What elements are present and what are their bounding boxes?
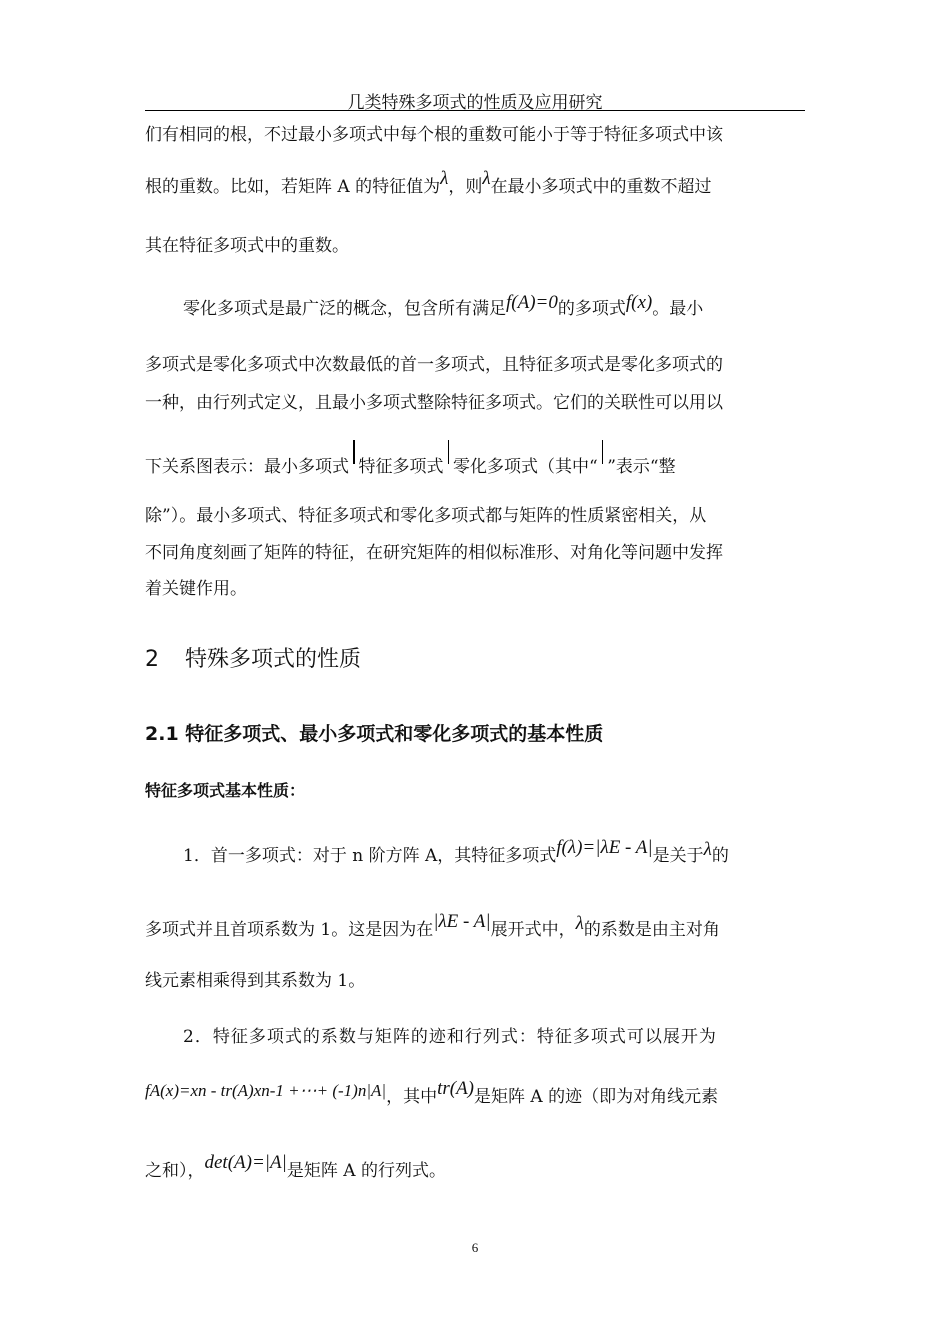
math-trace: tr(A) [437,1078,475,1099]
text: 特征多项式 [358,457,444,477]
divides-bar [353,440,355,464]
text: ，则 [448,177,483,197]
para1-line1: 们有相同的根，不过最小多项式中每个根的重数可能小于等于特征多项式中该 [145,125,723,145]
text: 零化多项式是最广泛的概念，包含所有满足 [183,299,506,319]
text: 展开式中， [490,920,576,940]
text: 1．首一多项式：对于 n 阶方阵 A，其特征多项式 [183,846,557,866]
item1-line3: 线元素相乘得到其系数为 1。 [145,971,366,991]
math-fx: f(x) [625,292,653,313]
item1-line1 [183,837,807,869]
para2-line2: 多项式是零化多项式中次数最低的首一多项式，且特征多项式是零化多项式的 [145,355,723,375]
text: 的系数是由主对角 [583,920,720,940]
item2-line1: 2．特征多项式的系数与矩阵的迹和行列式：特征多项式可以展开为 [183,1027,717,1047]
para2-line6: 不同角度刻画了矩阵的特征，在研究矩阵的相似标准形、对角化等问题中发挥 [145,543,723,563]
para2-line1 [183,292,807,322]
math-lambda: λ [575,913,584,934]
text: ”表示“整 [607,457,676,477]
math-lambda: λ [440,168,449,189]
text: ，其中 [386,1087,438,1107]
para1-line3: 其在特征多项式中的重数。 [145,236,349,256]
math-det: det(A)=|A| [204,1152,287,1173]
text: 是矩阵 A 的迹（即为对角线元素 [474,1087,719,1107]
math-fA-eq-0: f(A)=0 [506,292,558,313]
text: 是关于 [652,846,704,866]
item1-line2 [145,911,807,943]
math-lambda: λ [703,839,712,860]
math-det-lambdaE-A: |λE - A| [433,911,491,932]
subsection-title: 特征多项式基本性质： [145,781,306,800]
section-2-heading [145,642,361,673]
text: 是矩阵 A 的行列式。 [286,1161,446,1181]
para1-line2 [145,168,807,200]
text: 多项式并且首项系数为 1。这是因为在 [145,920,434,940]
text: 。最小 [652,299,704,319]
math-lambda: λ [482,168,491,189]
para2-line5: 除”）。最小多项式、特征多项式和零化多项式都与矩阵的性质紧密相关，从 [145,506,707,526]
text: 在最小多项式中的重数不超过 [490,177,712,197]
running-header: 几类特殊多项式的性质及应用研究 [347,93,603,113]
math-char-poly: f(λ)=|λE - A| [556,837,653,858]
text: 的 [711,846,729,866]
header-rule [145,110,805,111]
section-2-1-heading: 2.1 特征多项式、最小多项式和零化多项式的基本性质 [145,723,604,745]
page-number: 6 [471,1240,479,1255]
para2-line3: 一种，由行列式定义，且最小多项式整除特征多项式。它们的关联性可以用以 [145,393,723,413]
divides-bar [448,440,450,464]
para2-line4 [145,450,807,480]
text: 的多项式 [557,299,626,319]
math-char-poly-expansion: fA(x)=xn - tr(A)xn-1 +⋯+ (-1)n|A| [145,1081,387,1100]
para2-line7: 着关键作用。 [145,579,247,599]
text: 零化多项式（其中“ [453,457,598,477]
item2-line2 [145,1078,807,1110]
item2-line3 [145,1152,807,1184]
text: 之和）， [145,1161,205,1181]
text: 根的重数。比如，若矩阵 A 的特征值为 [145,177,441,197]
text: 下关系图表示：最小多项式 [145,457,349,477]
section-number: 2 [145,647,159,672]
divides-bar [602,440,604,464]
section-title: 特殊多项式的性质 [185,647,362,672]
